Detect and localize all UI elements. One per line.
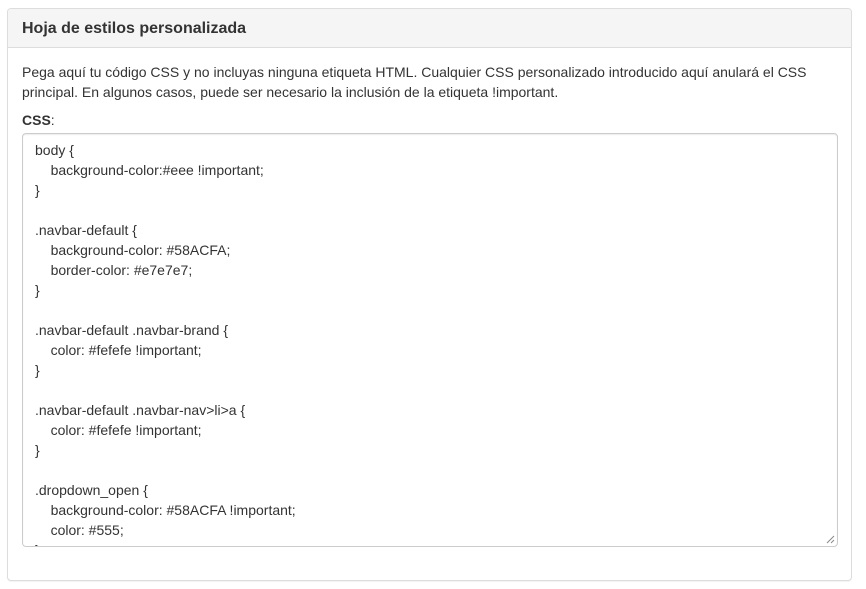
resize-grip-icon[interactable] [826, 535, 835, 544]
css-label-colon: : [50, 112, 55, 128]
panel-heading [8, 9, 851, 48]
help-text: Pega aquí tu código CSS y no incluyas ninguna etiqueta HTML. Cualquier CSS personalizado introducido aquí anulará el CSS principal. En algunos casos, puede ser necesario la inclusión de la etiqueta !important. [22, 64, 807, 100]
css-label-text: CSS [22, 112, 51, 128]
panel-title: Hoja de estilos personalizada [22, 20, 247, 37]
css-editor-container [22, 133, 838, 547]
custom-stylesheet-panel [7, 8, 852, 581]
css-field-label [22, 111, 837, 129]
css-textarea[interactable] [23, 134, 837, 546]
panel-body [8, 48, 851, 547]
